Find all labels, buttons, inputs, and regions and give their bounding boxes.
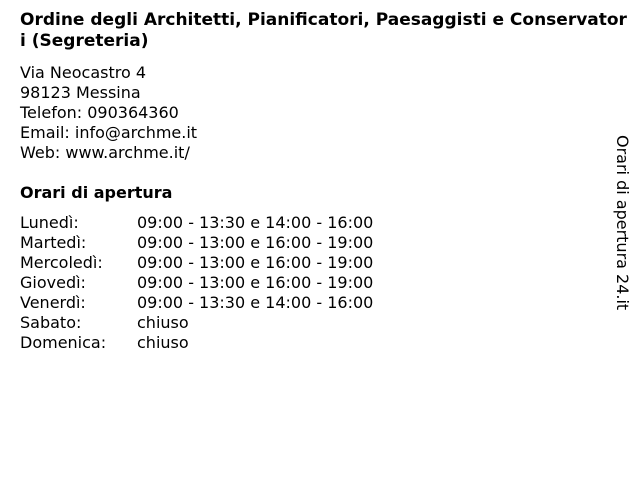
day-label: Mercoledì: xyxy=(20,253,103,272)
time-value: 09:00 - 13:00 e 16:00 - 19:00 xyxy=(137,253,374,272)
hours-row-monday xyxy=(20,213,373,233)
watermark xyxy=(613,135,633,310)
day-label: Domenica: xyxy=(20,333,107,352)
time-value: 09:00 - 13:30 e 14:00 - 16:00 xyxy=(137,213,374,232)
business-title: Ordine degli Architetti, Pianificatori, Paesaggisti e Conservatori (Segreteria) xyxy=(20,10,627,51)
time-value: 09:00 - 13:00 e 16:00 - 19:00 xyxy=(137,233,374,252)
time-value: chiuso xyxy=(137,333,189,352)
hours-row-thursday xyxy=(20,273,373,293)
hours-row-tuesday xyxy=(20,233,373,253)
day-label: Lunedì: xyxy=(20,213,79,232)
time-value: chiuso xyxy=(137,313,189,332)
city-address: 98123 Messina xyxy=(20,83,141,102)
hours-row-saturday xyxy=(20,313,373,333)
hours-row-sunday xyxy=(20,333,373,353)
day-label: Venerdì: xyxy=(20,293,86,312)
web-line: Web: www.archme.it/ xyxy=(20,143,190,162)
time-value: 09:00 - 13:30 e 14:00 - 16:00 xyxy=(137,293,374,312)
day-label: Martedì: xyxy=(20,233,87,252)
hours-table xyxy=(20,213,373,353)
day-label: Giovedì: xyxy=(20,273,86,292)
email-line: Email: info@archme.it xyxy=(20,123,198,142)
day-label: Sabato: xyxy=(20,313,82,332)
hours-row-friday xyxy=(20,293,373,313)
hours-row-wednesday xyxy=(20,253,373,273)
address-block xyxy=(20,63,197,163)
time-value: 09:00 - 13:00 e 16:00 - 19:00 xyxy=(137,273,374,292)
hours-heading: Orari di apertura xyxy=(20,183,173,202)
phone-line: Telefon: 090364360 xyxy=(20,103,179,122)
watermark-text: Orari di apertura 24.it xyxy=(613,135,632,311)
street-address: Via Neocastro 4 xyxy=(20,63,147,82)
